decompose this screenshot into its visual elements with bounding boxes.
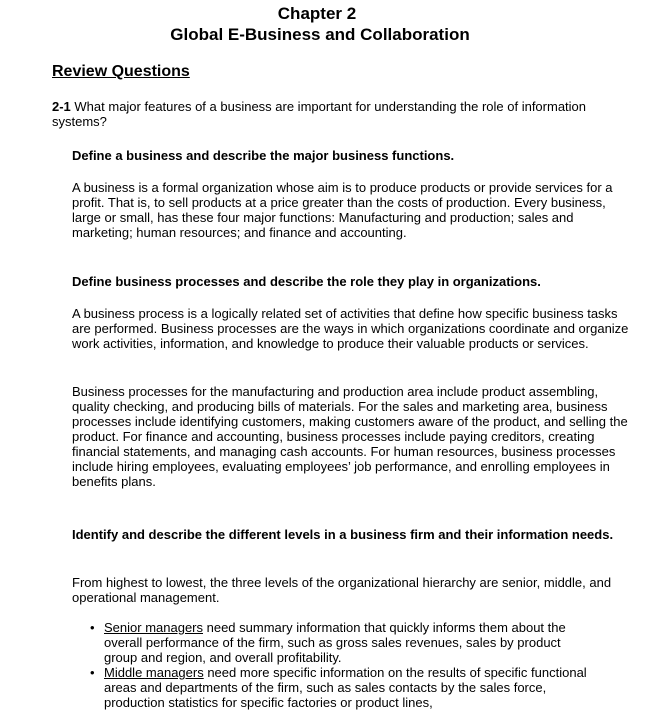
section-heading: Review Questions (52, 63, 190, 80)
subquestion-business-processes: Define business processes and describe the role they play in organizations. (72, 274, 541, 289)
question-text: What major features of a business are important for understanding the role of information systems? (52, 99, 587, 129)
answer-define-business: A business is a formal organization whose aim is to produce products or provide services for a profit. That is, to sell products at a price greater than the costs of production. Every business, large or small, has these four major functions: Manufacturing and production; sales and marketing; human resources; and finance and accounting. (72, 180, 613, 240)
question-2-1 (52, 99, 612, 129)
list-item (90, 665, 590, 710)
answer-business-processes-2: Business processes for the manufacturing and production area include product assembling, quality checking, and producing bills of materials. For the sales and marketing area, business processes include identifying customers, making customers aware of the product, and selling the product. For finance and accounting, business processes include paying creditors, creating financial statements, and managing cash accounts. For human resources, business processes include hiring employees, evaluating employees’ job performance, and enrolling employees in benefits plans. (72, 384, 628, 489)
subquestion-define-business: Define a business and describe the major business functions. (72, 148, 455, 163)
list-item-text: need summary information that quickly informs them about the overall performance of the firm, such as gross sales revenues, sales by product group and region, and overall profitability. (104, 620, 566, 665)
term-senior-managers: Senior managers (104, 620, 203, 635)
question-number: 2-1 (52, 99, 71, 114)
bullet-icon: • (90, 665, 95, 680)
bullet-icon: • (90, 620, 95, 635)
answer-levels: From highest to lowest, the three levels of the organizational hierarchy are senior, middle, and operational management. (72, 575, 612, 605)
term-middle-managers: Middle managers (104, 665, 204, 680)
list-item-text: need more specific information on the results of specific functional areas and departments of the firm, such as sales contacts by the sales force, production statistics for specific factories or product lines, (104, 665, 587, 710)
subquestion-levels: Identify and describe the different levels in a business firm and their information needs. (72, 527, 614, 542)
chapter-number: Chapter 2 (277, 4, 357, 23)
chapter-title: Global E-Business and Collaboration (170, 25, 470, 44)
list-item (90, 620, 590, 665)
management-levels-list (90, 620, 590, 710)
answer-business-processes-1: A business process is a logically related set of activities that define how specific business tasks are performed. Business processes are the ways in which organizations coordinate and organize work activities, information, and knowledge to produce their valuable products or services. (72, 306, 629, 351)
